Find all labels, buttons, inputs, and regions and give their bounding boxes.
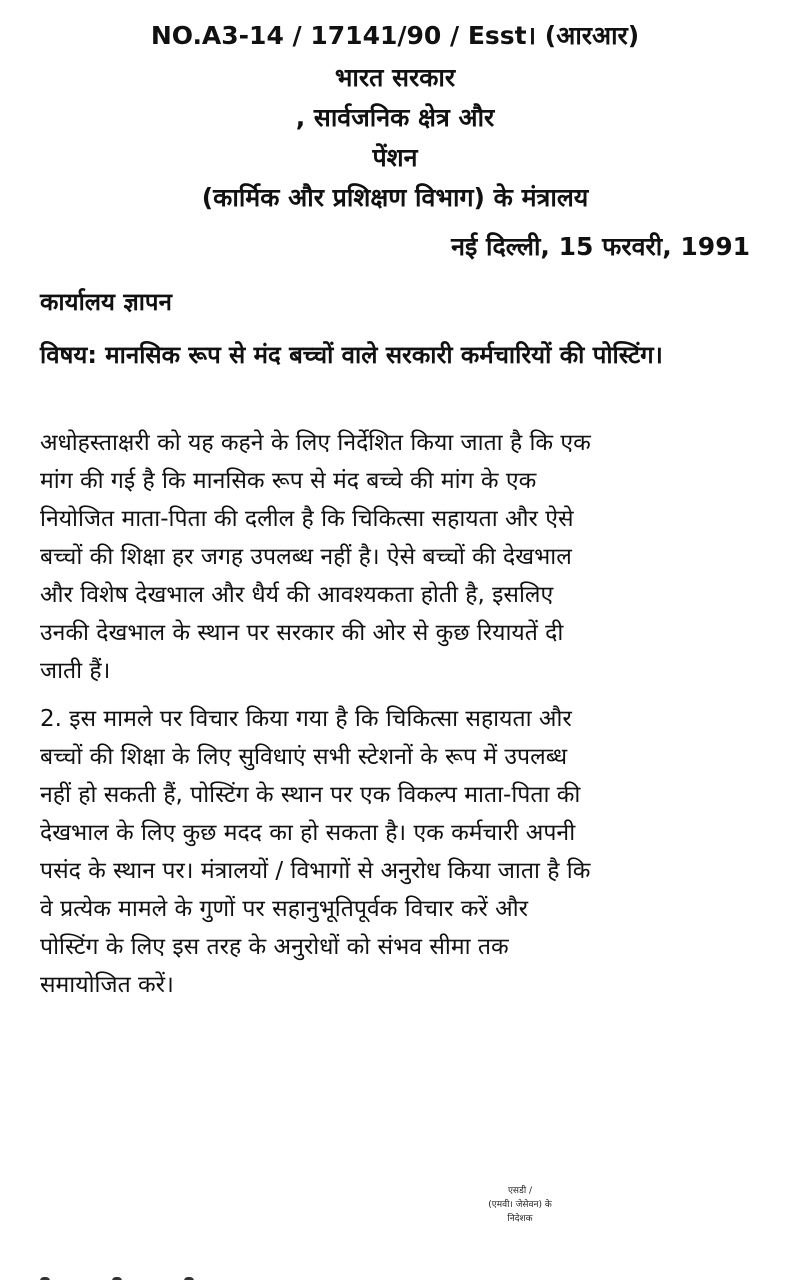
subject-line: विषय: मानसिक रूप से मंद बच्चों वाले सरकारी कर्मचारियों bbox=[40, 341, 552, 369]
paragraph-1 bbox=[40, 424, 752, 690]
memo-title: कार्यालय ज्ञापन bbox=[40, 288, 172, 316]
paragraph-line: वे प्रत्येक मामले के गुणों पर सहानुभूतिपूर्वक विचार करें और bbox=[40, 896, 529, 922]
paragraph-line: पसंद के स्थान पर। मंत्रालयों / विभागों से अनुरोध किया जाता है कि bbox=[40, 858, 591, 884]
paragraph-line: पोस्टिंग के लिए इस तरह के अनुरोधों को संभव सीमा तक bbox=[40, 934, 509, 960]
paragraph-line: समायोजित करें। bbox=[40, 972, 174, 998]
place-and-date: नई दिल्ली, 15 फरवरी, 1991 bbox=[451, 232, 750, 261]
subject bbox=[40, 336, 740, 374]
government-name: भारत सरकार bbox=[334, 63, 456, 92]
paragraph-line: जाती हैं। bbox=[40, 658, 111, 684]
paragraph-line: बच्चों की शिक्षा हर जगह उपलब्ध नहीं है। ऐसे बच्चों की देखभाल bbox=[40, 544, 572, 570]
paragraph-2 bbox=[40, 700, 752, 1004]
paragraph-line: 2. इस मामले पर विचार किया गया है कि चिकित्सा सहायता और bbox=[40, 706, 572, 732]
paragraph-line: देखभाल के लिए कुछ मदद का हो सकता है। एक कर्मचारी अपनी bbox=[40, 820, 576, 846]
reference-number: NO.A3-14 / 17141/90 / Esst। (आरआर) bbox=[150, 21, 640, 50]
paragraph-line: बच्चों की शिक्षा के लिए सुविधाएं सभी स्टेशनों के रूप में उपलब्ध bbox=[40, 744, 568, 770]
paragraph-line: उनकी देखभाल के स्थान पर सरकार की ओर से कुछ रियायतें दी bbox=[40, 620, 564, 646]
paragraph-line: नियोजित माता-पिता की दलील है कि चिकित्सा सहायता और ऐसे bbox=[40, 506, 574, 532]
subject-line: की पोस्टिंग। bbox=[559, 341, 663, 369]
signature-sd: एसडी / bbox=[507, 1186, 533, 1196]
ministry-line-department: (कार्मिक और प्रशिक्षण विभाग) के मंत्रालय bbox=[201, 183, 589, 212]
ministry-line-pension: पेंशन bbox=[372, 143, 418, 172]
signature-designation: निदेशक bbox=[507, 1214, 533, 1224]
signature-name: (एमवी। जेसेवन) के bbox=[488, 1200, 552, 1210]
cropped-next-line bbox=[40, 1266, 290, 1280]
signature-block bbox=[440, 1184, 600, 1226]
paragraph-line: और विशेष देखभाल और धैर्य की आवश्यकता होती है, इसलिए bbox=[40, 582, 554, 608]
paragraph-line: अधोहस्ताक्षरी को यह कहने के लिए निर्देशित किया जाता है कि एक bbox=[40, 430, 591, 456]
ministry-line-public-sector: , सार्वजनिक क्षेत्र और bbox=[295, 103, 495, 132]
paragraph-line: मांग की गई है कि मानसिक रूप से मंद बच्चे की मांग के एक bbox=[40, 468, 537, 494]
paragraph-line: नहीं हो सकती हैं, पोस्टिंग के स्थान पर एक विकल्प माता-पिता की bbox=[40, 782, 581, 808]
